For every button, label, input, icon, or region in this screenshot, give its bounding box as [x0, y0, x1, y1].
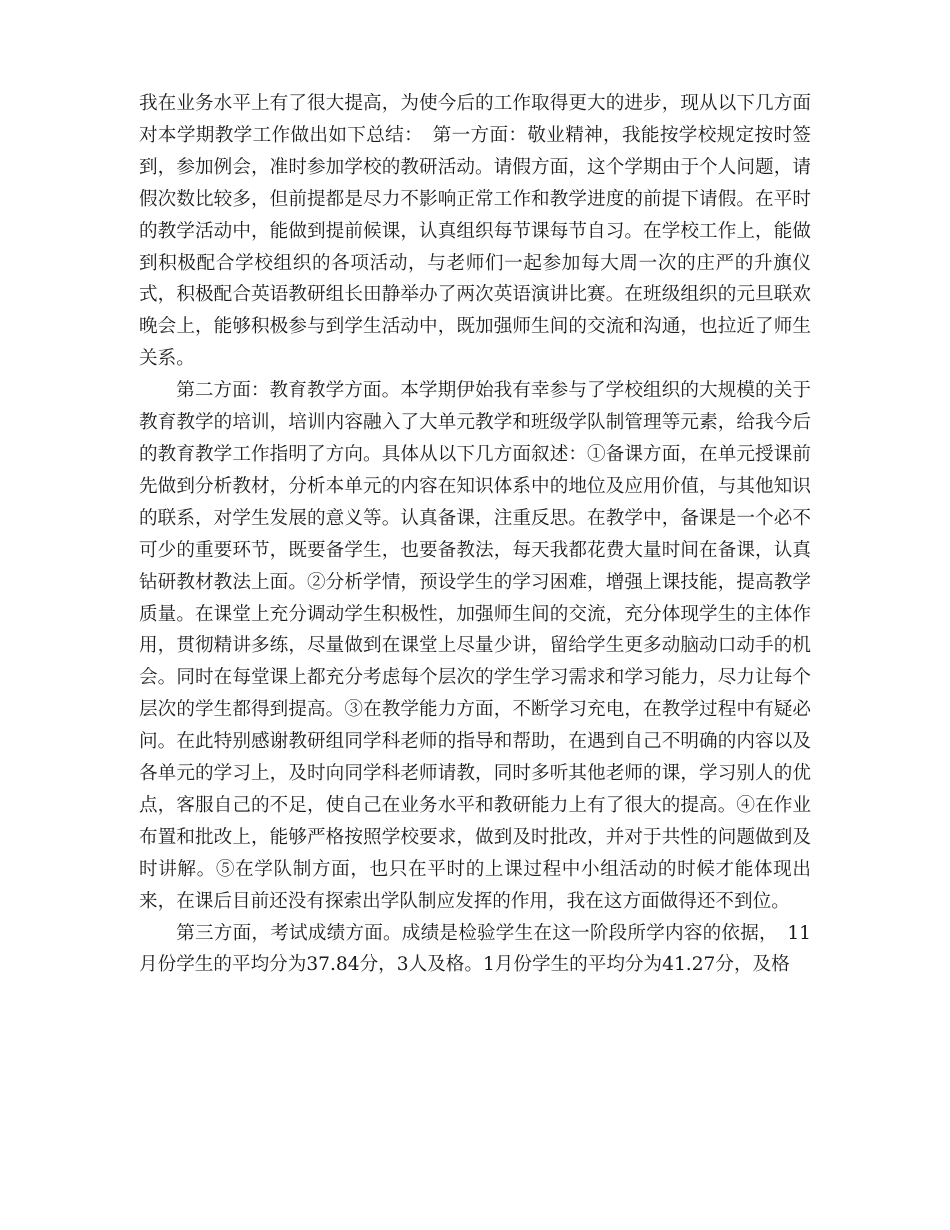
document-body: [139, 88, 811, 981]
paragraph-3: 第三方面，考试成绩方面。成绩是检验学生在这一阶段所学内容的依据， 11月份学生的平均分为37.84分，3人及格。1月份学生的平均分为41.27分，及格: [139, 922, 811, 976]
paragraph-2: 第二方面：教育教学方面。本学期伊始我有幸参与了学校组织的大规模的关于教育教学的培训，培训内容融入了大单元教学和班级学队制管理等元素，给我今后的教育教学工作指明了方向。具体从以下几方面叙述：①备课方面，在单元授课前先做到分析教材，分析本单元的内容在知识体系中的地位及应用价值，与其他知识的联系，对学生发展的意义等。认真备课，注重反思。在教学中，备课是一个必不可少的重要环节，既要备学生，也要备教法，每天我都花费大量时间在备课，认真钻研教材教法上面。②分析学情，预设学生的学习困难，增强上课技能，提高教学质量。在课堂上充分调动学生积极性，加强师生间的交流，充分体现学生的主体作用，贯彻精讲多练，尽量做到在课堂上尽量少讲，留给学生更多动脑动口动手的机会。同时在每堂课上都充分考虑每个层次的学生学习需求和学习能力，尽力让每个层次的学生都得到提高。③在教学能力方面，不断学习充电，在教学过程中有疑必问。在此特别感谢教研组同学科老师的指导和帮助，在遇到自己不明确的内容以及各单元的学习上，及时向同学科老师请教，同时多听其他老师的课，学习别人的优点，客服自己的不足，使自己在业务水平和教研能力上有了很大的提高。④在作业布置和批改上，能够严格按照学校要求，做到及时批改，并对于共性的问题做到及时讲解。⑤在学队制方面，也只在平时的上课过程中小组活动的时候才能体现出来，在课后目前还没有探索出学队制应发挥的作用，我在这方面做得还不到位。: [139, 380, 811, 912]
paragraph-1: 我在业务水平上有了很大提高，为使今后的工作取得更大的进步，现从以下几方面对本学期教学工作做出如下总结： 第一方面：敬业精神，我能按学校规定按时签到，参加例会，准时参加学校的教研活动。请假方面，这个学期由于个人问题，请假次数比较多，但前提都是尽力不影响正常工作和教学进度的前提下请假。在平时的教学活动中，能做到提前候课，认真组织每节课每节自习。在学校工作上，能做到积极配合学校组织的各项活动，与老师们一起参加每大周一次的庄严的升旗仪式，积极配合英语教研组长田静举办了两次英语演讲比赛。在班级组织的元旦联欢晚会上，能够积极参与到学生活动中，既加强师生间的交流和沟通，也拉近了师生关系。: [139, 93, 811, 370]
